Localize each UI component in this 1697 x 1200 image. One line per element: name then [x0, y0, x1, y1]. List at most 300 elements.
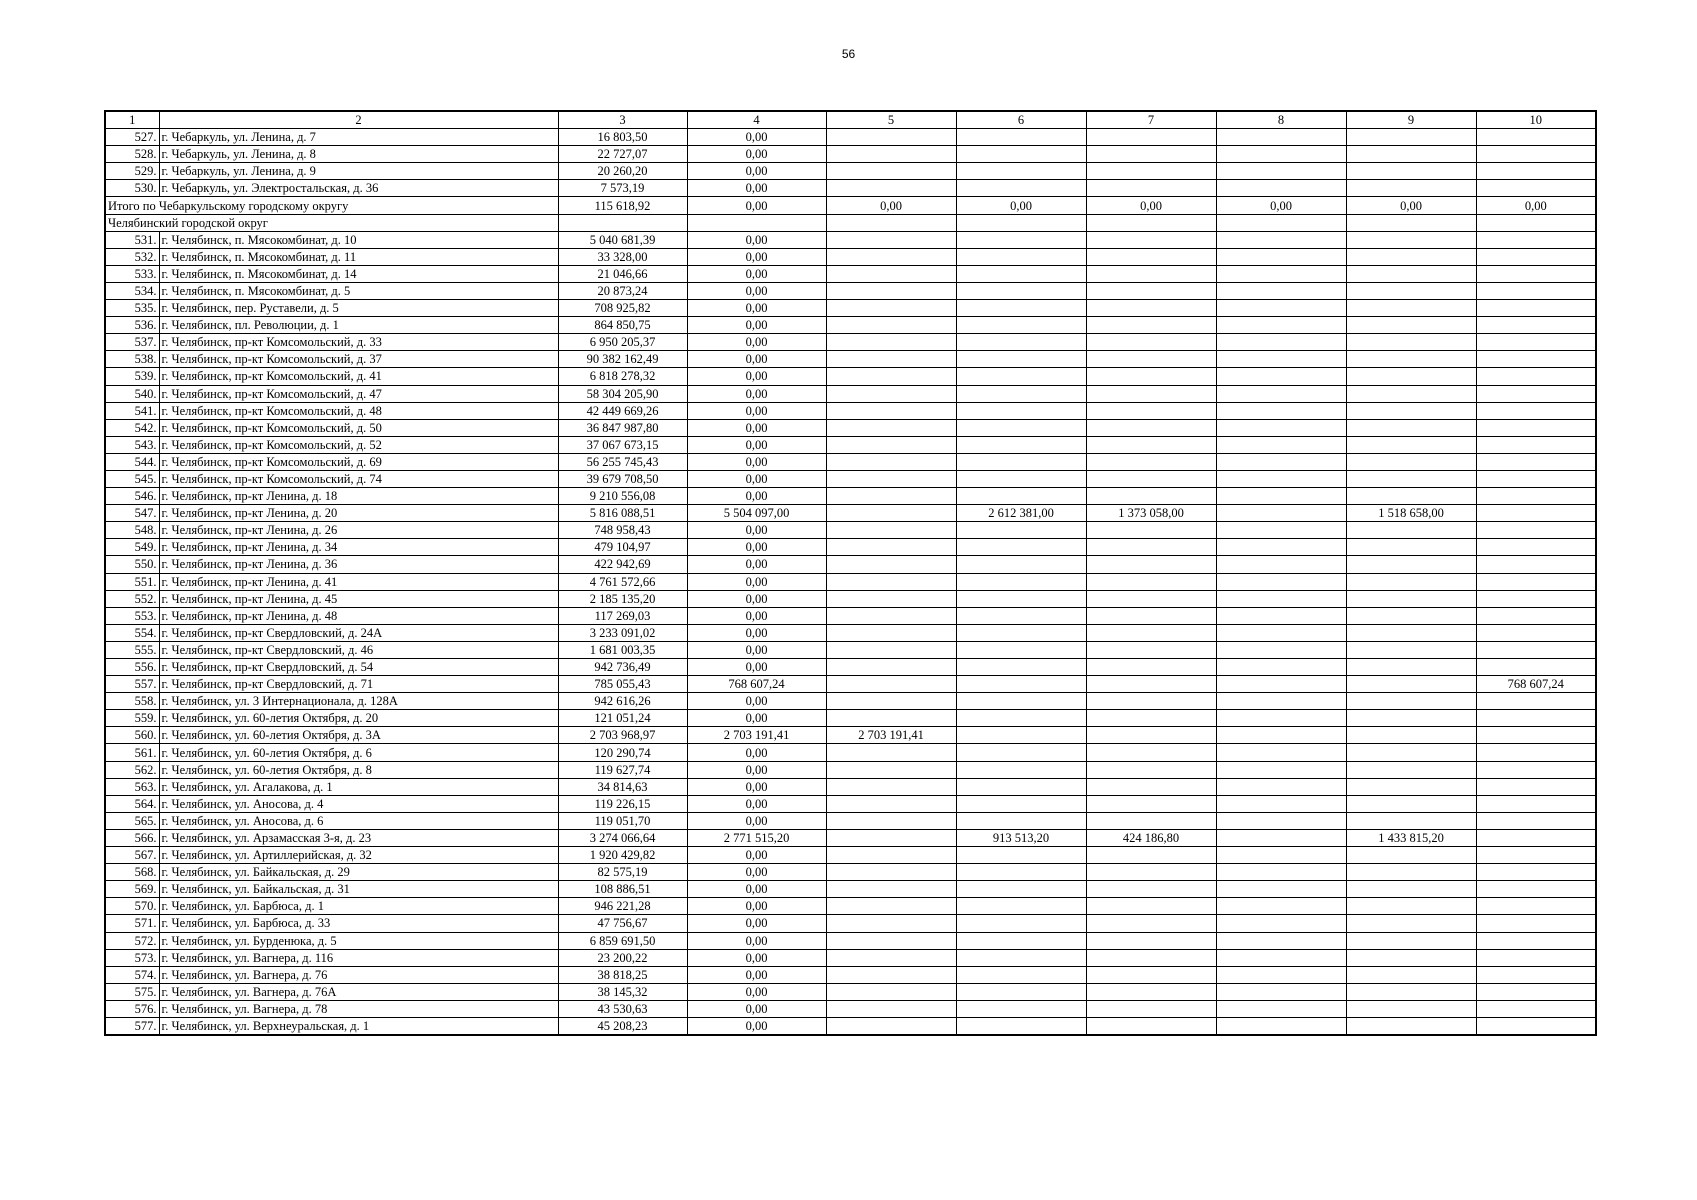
value-cell-c4: 0,00 [687, 522, 826, 539]
value-cell-c8 [1216, 693, 1346, 710]
value-cell-c6 [956, 470, 1086, 487]
empty-cell [1216, 214, 1346, 231]
value-cell-c9 [1346, 556, 1476, 573]
value-cell-c9 [1346, 864, 1476, 881]
value-cell-c8 [1216, 590, 1346, 607]
value-cell-c6 [956, 488, 1086, 505]
value-cell-c6 [956, 949, 1086, 966]
value-cell-c9 [1346, 573, 1476, 590]
value-cell-c6 [956, 932, 1086, 949]
address-cell: г. Челябинск, ул. Аносова, д. 4 [159, 795, 558, 812]
value-cell-c10 [1476, 761, 1596, 778]
table-row [105, 419, 1596, 436]
address-cell: г. Челябинск, ул. Вагнера, д. 76А [159, 983, 558, 1000]
value-cell-c6: 2 612 381,00 [956, 505, 1086, 522]
address-cell: г. Челябинск, пр-кт Ленина, д. 36 [159, 556, 558, 573]
value-cell-c8 [1216, 898, 1346, 915]
address-cell: г. Челябинск, пр-кт Ленина, д. 26 [159, 522, 558, 539]
value-cell-c9 [1346, 146, 1476, 163]
value-cell-c4: 0,00 [687, 744, 826, 761]
row-number: 562. [105, 761, 159, 778]
value-cell-c9 [1346, 231, 1476, 248]
value-cell-c8 [1216, 231, 1346, 248]
table-row [105, 932, 1596, 949]
total-value-c3: 115 618,92 [558, 197, 687, 214]
value-cell-c3: 2 703 968,97 [558, 727, 687, 744]
value-cell-c3: 23 200,22 [558, 949, 687, 966]
value-cell-c7 [1086, 282, 1216, 299]
value-cell-c9 [1346, 1000, 1476, 1017]
column-header: 7 [1086, 111, 1216, 129]
address-cell: г. Челябинск, п. Мясокомбинат, д. 5 [159, 282, 558, 299]
table-row [105, 778, 1596, 795]
value-cell-c6: 913 513,20 [956, 829, 1086, 846]
value-cell-c5 [826, 693, 956, 710]
value-cell-c4: 0,00 [687, 180, 826, 197]
value-cell-c8 [1216, 966, 1346, 983]
value-cell-c5 [826, 710, 956, 727]
value-cell-c6 [956, 180, 1086, 197]
row-number: 576. [105, 1000, 159, 1017]
value-cell-c5 [826, 932, 956, 949]
value-cell-c6 [956, 129, 1086, 146]
address-cell: г. Челябинск, ул. Байкальская, д. 29 [159, 864, 558, 881]
value-cell-c4: 0,00 [687, 317, 826, 334]
row-number: 530. [105, 180, 159, 197]
value-cell-c3: 39 679 708,50 [558, 470, 687, 487]
value-cell-c5 [826, 368, 956, 385]
value-cell-c6 [956, 317, 1086, 334]
table-row [105, 847, 1596, 864]
address-cell: г. Челябинск, пл. Революции, д. 1 [159, 317, 558, 334]
value-cell-c5 [826, 334, 956, 351]
address-cell: г. Челябинск, пр-кт Комсомольский, д. 48 [159, 402, 558, 419]
value-cell-c6 [956, 590, 1086, 607]
value-cell-c4: 0,00 [687, 402, 826, 419]
row-number: 556. [105, 659, 159, 676]
value-cell-c10 [1476, 419, 1596, 436]
row-number: 557. [105, 676, 159, 693]
address-cell: г. Челябинск, пр-кт Комсомольский, д. 50 [159, 419, 558, 436]
empty-cell [826, 214, 956, 231]
value-cell-c4: 0,00 [687, 624, 826, 641]
value-cell-c6 [956, 368, 1086, 385]
value-cell-c7 [1086, 881, 1216, 898]
row-number: 546. [105, 488, 159, 505]
value-cell-c9 [1346, 847, 1476, 864]
value-cell-c9 [1346, 453, 1476, 470]
value-cell-c4: 0,00 [687, 710, 826, 727]
value-cell-c8 [1216, 676, 1346, 693]
value-cell-c3: 43 530,63 [558, 1000, 687, 1017]
address-cell: г. Челябинск, пр-кт Свердловский, д. 71 [159, 676, 558, 693]
value-cell-c4: 0,00 [687, 539, 826, 556]
value-cell-c6 [956, 163, 1086, 180]
value-cell-c3: 1 681 003,35 [558, 641, 687, 658]
value-cell-c10 [1476, 522, 1596, 539]
value-cell-c6 [956, 795, 1086, 812]
value-cell-c6 [956, 402, 1086, 419]
value-cell-c10 [1476, 470, 1596, 487]
value-cell-c9 [1346, 180, 1476, 197]
value-cell-c3: 2 185 135,20 [558, 590, 687, 607]
value-cell-c7 [1086, 795, 1216, 812]
row-number: 555. [105, 641, 159, 658]
value-cell-c3: 5 040 681,39 [558, 231, 687, 248]
value-cell-c3: 58 304 205,90 [558, 385, 687, 402]
value-cell-c5 [826, 402, 956, 419]
table-row [105, 881, 1596, 898]
value-cell-c3: 1 920 429,82 [558, 847, 687, 864]
table-row [105, 744, 1596, 761]
value-cell-c6 [956, 436, 1086, 453]
address-cell: г. Челябинск, пр-кт Комсомольский, д. 69 [159, 453, 558, 470]
value-cell-c5 [826, 898, 956, 915]
row-number: 535. [105, 300, 159, 317]
value-cell-c6 [956, 351, 1086, 368]
value-cell-c6 [956, 1017, 1086, 1035]
row-number: 569. [105, 881, 159, 898]
value-cell-c7: 424 186,80 [1086, 829, 1216, 846]
value-cell-c5 [826, 659, 956, 676]
value-cell-c7 [1086, 402, 1216, 419]
column-number-row [105, 111, 1596, 129]
value-cell-c9 [1346, 624, 1476, 641]
column-header: 5 [826, 111, 956, 129]
value-cell-c4: 0,00 [687, 881, 826, 898]
value-cell-c10 [1476, 693, 1596, 710]
value-cell-c6 [956, 624, 1086, 641]
value-cell-c4: 0,00 [687, 590, 826, 607]
value-cell-c8 [1216, 265, 1346, 282]
address-cell: г. Челябинск, пр-кт Свердловский, д. 46 [159, 641, 558, 658]
column-header: 8 [1216, 111, 1346, 129]
value-cell-c5 [826, 607, 956, 624]
row-number: 554. [105, 624, 159, 641]
total-value-c6: 0,00 [956, 197, 1086, 214]
value-cell-c5 [826, 180, 956, 197]
value-cell-c10 [1476, 402, 1596, 419]
value-cell-c5 [826, 282, 956, 299]
value-cell-c9 [1346, 641, 1476, 658]
table-row [105, 300, 1596, 317]
value-cell-c10 [1476, 453, 1596, 470]
register-table [104, 110, 1597, 1036]
table-row [105, 898, 1596, 915]
value-cell-c4: 0,00 [687, 607, 826, 624]
row-number: 560. [105, 727, 159, 744]
value-cell-c8 [1216, 1017, 1346, 1035]
value-cell-c3: 748 958,43 [558, 522, 687, 539]
empty-cell [1086, 214, 1216, 231]
value-cell-c8 [1216, 795, 1346, 812]
value-cell-c8 [1216, 505, 1346, 522]
total-value-c7: 0,00 [1086, 197, 1216, 214]
address-cell: г. Челябинск, пр-кт Ленина, д. 34 [159, 539, 558, 556]
value-cell-c9 [1346, 590, 1476, 607]
value-cell-c4: 2 771 515,20 [687, 829, 826, 846]
value-cell-c8 [1216, 659, 1346, 676]
value-cell-c10 [1476, 710, 1596, 727]
address-cell: г. Челябинск, пр-кт Ленина, д. 18 [159, 488, 558, 505]
value-cell-c4: 0,00 [687, 932, 826, 949]
value-cell-c5 [826, 385, 956, 402]
value-cell-c10 [1476, 590, 1596, 607]
value-cell-c9 [1346, 334, 1476, 351]
value-cell-c6 [956, 881, 1086, 898]
value-cell-c3: 479 104,97 [558, 539, 687, 556]
value-cell-c10 [1476, 847, 1596, 864]
value-cell-c10 [1476, 1017, 1596, 1035]
value-cell-c9 [1346, 402, 1476, 419]
value-cell-c3: 4 761 572,66 [558, 573, 687, 590]
value-cell-c8 [1216, 812, 1346, 829]
value-cell-c10 [1476, 265, 1596, 282]
value-cell-c4: 0,00 [687, 847, 826, 864]
value-cell-c6 [956, 676, 1086, 693]
address-cell: г. Челябинск, ул. 3 Интернационала, д. 128А [159, 693, 558, 710]
value-cell-c6 [956, 282, 1086, 299]
total-value-c4: 0,00 [687, 197, 826, 214]
value-cell-c7 [1086, 949, 1216, 966]
value-cell-c7 [1086, 522, 1216, 539]
value-cell-c5 [826, 522, 956, 539]
value-cell-c8 [1216, 419, 1346, 436]
value-cell-c7 [1086, 932, 1216, 949]
value-cell-c6 [956, 607, 1086, 624]
value-cell-c7 [1086, 676, 1216, 693]
value-cell-c9 [1346, 522, 1476, 539]
value-cell-c7 [1086, 898, 1216, 915]
value-cell-c10 [1476, 744, 1596, 761]
address-cell: г. Чебаркуль, ул. Электростальская, д. 36 [159, 180, 558, 197]
value-cell-c10 [1476, 983, 1596, 1000]
value-cell-c3: 6 950 205,37 [558, 334, 687, 351]
value-cell-c3: 34 814,63 [558, 778, 687, 795]
value-cell-c5 [826, 265, 956, 282]
table-row [105, 556, 1596, 573]
value-cell-c10 [1476, 624, 1596, 641]
address-cell: г. Челябинск, пр-кт Комсомольский, д. 52 [159, 436, 558, 453]
table-row [105, 334, 1596, 351]
row-number: 573. [105, 949, 159, 966]
value-cell-c9 [1346, 163, 1476, 180]
value-cell-c5 [826, 556, 956, 573]
value-cell-c8 [1216, 180, 1346, 197]
value-cell-c8 [1216, 949, 1346, 966]
value-cell-c5 [826, 1017, 956, 1035]
value-cell-c5 [826, 300, 956, 317]
value-cell-c7 [1086, 624, 1216, 641]
value-cell-c10 [1476, 659, 1596, 676]
value-cell-c9 [1346, 727, 1476, 744]
value-cell-c7 [1086, 539, 1216, 556]
column-header: 1 [105, 111, 159, 129]
value-cell-c8 [1216, 624, 1346, 641]
value-cell-c4: 0,00 [687, 231, 826, 248]
value-cell-c4: 0,00 [687, 795, 826, 812]
value-cell-c3: 37 067 673,15 [558, 436, 687, 453]
value-cell-c8 [1216, 881, 1346, 898]
value-cell-c4: 0,00 [687, 659, 826, 676]
value-cell-c6 [956, 334, 1086, 351]
value-cell-c3: 708 925,82 [558, 300, 687, 317]
value-cell-c6 [956, 419, 1086, 436]
value-cell-c10 [1476, 607, 1596, 624]
table-row [105, 710, 1596, 727]
row-number: 534. [105, 282, 159, 299]
row-number: 540. [105, 385, 159, 402]
value-cell-c8 [1216, 146, 1346, 163]
value-cell-c9 [1346, 761, 1476, 778]
row-number: 568. [105, 864, 159, 881]
value-cell-c6 [956, 265, 1086, 282]
row-number: 567. [105, 847, 159, 864]
table-row [105, 1017, 1596, 1035]
value-cell-c4: 0,00 [687, 248, 826, 265]
value-cell-c7 [1086, 129, 1216, 146]
value-cell-c7: 1 373 058,00 [1086, 505, 1216, 522]
table-row [105, 812, 1596, 829]
total-label: Итого по Чебаркульскому городскому округу [105, 197, 558, 214]
value-cell-c5 [826, 231, 956, 248]
row-number: 571. [105, 915, 159, 932]
value-cell-c6 [956, 915, 1086, 932]
address-cell: г. Чебаркуль, ул. Ленина, д. 9 [159, 163, 558, 180]
value-cell-c10 [1476, 436, 1596, 453]
value-cell-c4: 768 607,24 [687, 676, 826, 693]
value-cell-c7 [1086, 231, 1216, 248]
row-number: 532. [105, 248, 159, 265]
value-cell-c4: 0,00 [687, 915, 826, 932]
value-cell-c7 [1086, 317, 1216, 334]
row-number: 531. [105, 231, 159, 248]
table-row [105, 522, 1596, 539]
address-cell: г. Челябинск, ул. Аносова, д. 6 [159, 812, 558, 829]
address-cell: г. Челябинск, ул. Вагнера, д. 78 [159, 1000, 558, 1017]
value-cell-c5 [826, 641, 956, 658]
value-cell-c5 [826, 847, 956, 864]
value-cell-c3: 9 210 556,08 [558, 488, 687, 505]
address-cell: г. Челябинск, ул. Барбюса, д. 33 [159, 915, 558, 932]
address-cell: г. Челябинск, ул. Арзамасская 3-я, д. 23 [159, 829, 558, 846]
value-cell-c10 [1476, 351, 1596, 368]
value-cell-c10 [1476, 317, 1596, 334]
value-cell-c5 [826, 129, 956, 146]
table-row [105, 351, 1596, 368]
value-cell-c8 [1216, 539, 1346, 556]
table-row [105, 436, 1596, 453]
value-cell-c3: 20 873,24 [558, 282, 687, 299]
row-number: 547. [105, 505, 159, 522]
value-cell-c9 [1346, 659, 1476, 676]
value-cell-c3: 942 736,49 [558, 659, 687, 676]
table-row [105, 317, 1596, 334]
value-cell-c7 [1086, 710, 1216, 727]
value-cell-c3: 117 269,03 [558, 607, 687, 624]
value-cell-c9 [1346, 795, 1476, 812]
row-number: 541. [105, 402, 159, 419]
value-cell-c4: 0,00 [687, 334, 826, 351]
address-cell: г. Челябинск, ул. Бурденюка, д. 5 [159, 932, 558, 949]
value-cell-c5 [826, 864, 956, 881]
table-row [105, 966, 1596, 983]
value-cell-c5 [826, 795, 956, 812]
value-cell-c10 [1476, 966, 1596, 983]
value-cell-c9 [1346, 1017, 1476, 1035]
table-row [105, 607, 1596, 624]
value-cell-c4: 0,00 [687, 556, 826, 573]
address-cell: г. Челябинск, пр-кт Свердловский, д. 24А [159, 624, 558, 641]
value-cell-c3: 33 328,00 [558, 248, 687, 265]
value-cell-c5 [826, 966, 956, 983]
table-row [105, 641, 1596, 658]
address-cell: г. Челябинск, ул. 60-летия Октября, д. 8 [159, 761, 558, 778]
value-cell-c7 [1086, 693, 1216, 710]
value-cell-c4: 0,00 [687, 300, 826, 317]
row-number: 577. [105, 1017, 159, 1035]
table-row [105, 693, 1596, 710]
value-cell-c8 [1216, 334, 1346, 351]
value-cell-c5: 2 703 191,41 [826, 727, 956, 744]
address-cell: г. Челябинск, ул. 60-летия Октября, д. 3А [159, 727, 558, 744]
table-row [105, 590, 1596, 607]
column-header: 2 [159, 111, 558, 129]
value-cell-c3: 119 051,70 [558, 812, 687, 829]
value-cell-c5 [826, 248, 956, 265]
value-cell-c7 [1086, 248, 1216, 265]
value-cell-c3: 6 818 278,32 [558, 368, 687, 385]
value-cell-c8 [1216, 573, 1346, 590]
value-cell-c10: 768 607,24 [1476, 676, 1596, 693]
value-cell-c5 [826, 983, 956, 1000]
value-cell-c8 [1216, 778, 1346, 795]
value-cell-c10 [1476, 727, 1596, 744]
table-row [105, 659, 1596, 676]
value-cell-c8 [1216, 641, 1346, 658]
value-cell-c7 [1086, 453, 1216, 470]
table-row [105, 539, 1596, 556]
total-value-c9: 0,00 [1346, 197, 1476, 214]
value-cell-c9 [1346, 385, 1476, 402]
value-cell-c8 [1216, 607, 1346, 624]
table-row [105, 949, 1596, 966]
value-cell-c7 [1086, 641, 1216, 658]
value-cell-c4: 0,00 [687, 1017, 826, 1035]
address-cell: г. Челябинск, пр-кт Комсомольский, д. 41 [159, 368, 558, 385]
value-cell-c5 [826, 676, 956, 693]
value-cell-c9 [1346, 966, 1476, 983]
value-cell-c3: 3 274 066,64 [558, 829, 687, 846]
value-cell-c4: 0,00 [687, 163, 826, 180]
table-row [105, 761, 1596, 778]
address-cell: г. Челябинск, ул. 60-летия Октября, д. 20 [159, 710, 558, 727]
value-cell-c7 [1086, 727, 1216, 744]
value-cell-c5 [826, 590, 956, 607]
value-cell-c7 [1086, 983, 1216, 1000]
value-cell-c8 [1216, 1000, 1346, 1017]
value-cell-c6 [956, 710, 1086, 727]
table-row [105, 573, 1596, 590]
table-row [105, 795, 1596, 812]
row-number: 563. [105, 778, 159, 795]
value-cell-c3: 38 145,32 [558, 983, 687, 1000]
value-cell-c3: 16 803,50 [558, 129, 687, 146]
value-cell-c7 [1086, 573, 1216, 590]
value-cell-c5 [826, 573, 956, 590]
value-cell-c3: 20 260,20 [558, 163, 687, 180]
value-cell-c6 [956, 847, 1086, 864]
